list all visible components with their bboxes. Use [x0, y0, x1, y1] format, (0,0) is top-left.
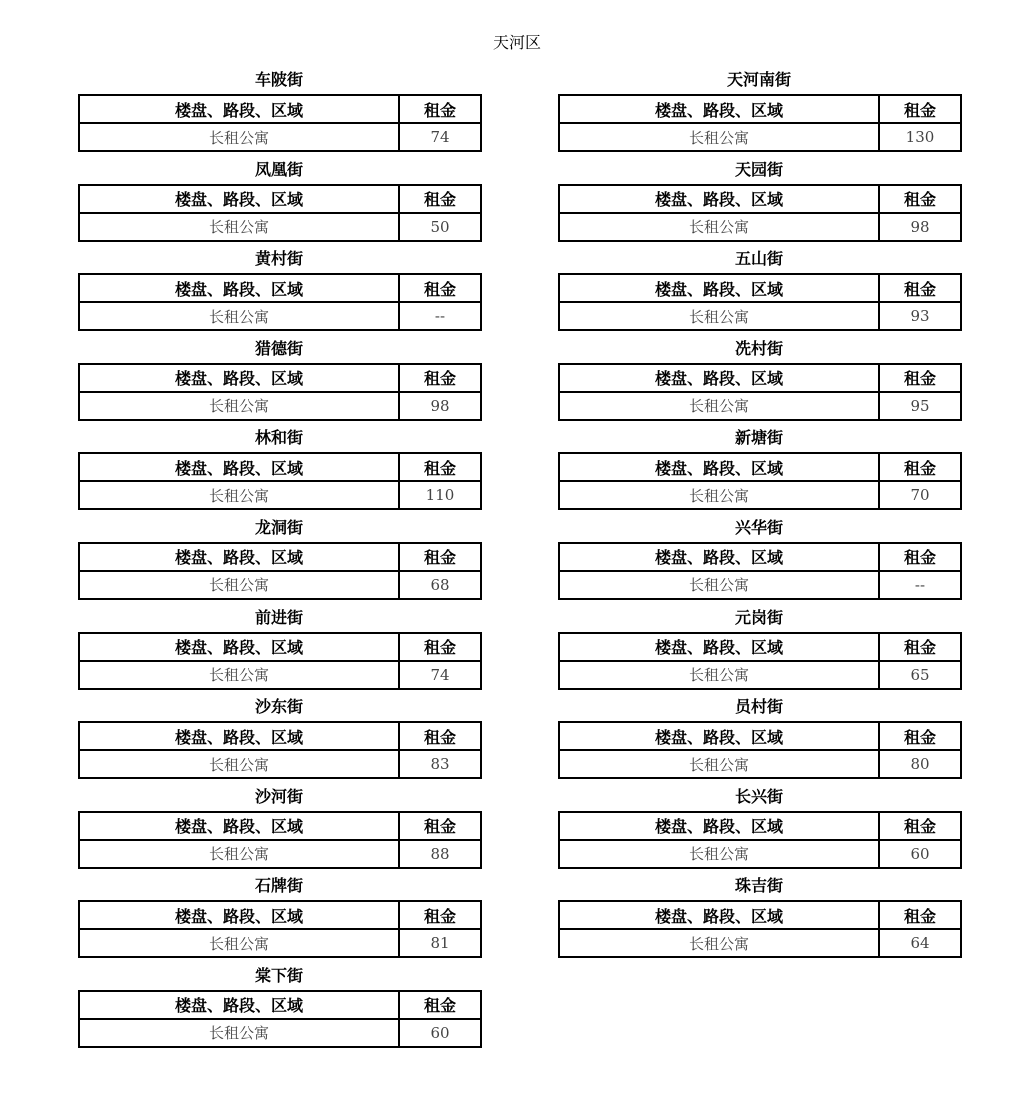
street-block-left-10 [78, 962, 480, 1052]
area-column-header: 楼盘、路段、区域 [559, 633, 879, 661]
area-column-header: 楼盘、路段、区域 [79, 901, 399, 929]
rent-table [78, 184, 482, 242]
table-row [559, 213, 961, 241]
rent-cell: 88 [399, 840, 481, 868]
rent-table [558, 811, 962, 869]
rent-column-header: 租金 [399, 364, 481, 392]
table-row [559, 750, 961, 778]
area-column-header: 楼盘、路段、区域 [559, 95, 879, 123]
street-block-left-3 [78, 335, 480, 425]
table-header-row [79, 453, 481, 481]
street-name: 棠下街 [254, 965, 303, 985]
rent-column-header: 租金 [399, 95, 481, 123]
street-name: 沙东街 [254, 697, 303, 717]
table-row [79, 750, 481, 778]
rent-cell: 74 [399, 661, 481, 689]
area-cell: 长租公寓 [79, 840, 399, 868]
rent-table [78, 273, 482, 331]
street-name: 元岗街 [734, 607, 783, 627]
table-row [79, 571, 481, 599]
area-column-header: 楼盘、路段、区域 [79, 185, 399, 213]
rent-table [78, 452, 482, 510]
rent-column-header: 租金 [399, 901, 481, 929]
table-header-row [79, 991, 481, 1019]
table-header-row [559, 633, 961, 661]
area-cell: 长租公寓 [559, 571, 879, 599]
rent-cell: 80 [879, 750, 961, 778]
street-name: 猎德街 [254, 338, 303, 358]
table-header-row [559, 453, 961, 481]
area-cell: 长租公寓 [79, 302, 399, 330]
area-cell: 长租公寓 [79, 661, 399, 689]
table-row [79, 481, 481, 509]
rent-column-header: 租金 [879, 453, 961, 481]
rent-cell: 130 [879, 123, 961, 151]
area-cell: 长租公寓 [559, 213, 879, 241]
area-column-header: 楼盘、路段、区域 [559, 901, 879, 929]
street-name: 石牌街 [254, 876, 303, 896]
rent-column-header: 租金 [879, 633, 961, 661]
table-row [79, 929, 481, 957]
street-block-right-7 [558, 693, 960, 783]
rent-cell: 70 [879, 481, 961, 509]
rent-table [558, 184, 962, 242]
rent-cell: 110 [399, 481, 481, 509]
area-column-header: 楼盘、路段、区域 [559, 722, 879, 750]
rent-column-header: 租金 [399, 185, 481, 213]
rent-cell: 95 [879, 392, 961, 420]
area-cell: 长租公寓 [79, 123, 399, 151]
area-cell: 长租公寓 [79, 929, 399, 957]
rent-table [78, 811, 482, 869]
street-block-right-3 [558, 335, 960, 425]
rent-column-header: 租金 [399, 991, 481, 1019]
street-name: 兴华街 [734, 517, 783, 537]
rent-table [558, 363, 962, 421]
street-name: 珠吉街 [734, 876, 783, 896]
street-name: 五山街 [734, 249, 783, 269]
rent-table [558, 721, 962, 779]
table-row [559, 481, 961, 509]
rent-table [78, 990, 482, 1048]
rent-column-header: 租金 [399, 722, 481, 750]
rent-cell: 74 [399, 123, 481, 151]
street-block-left-4 [78, 424, 480, 514]
rent-column-header: 租金 [399, 812, 481, 840]
street-name: 车陂街 [254, 70, 303, 89]
rent-column-header: 租金 [399, 274, 481, 302]
rent-column-header: 租金 [399, 453, 481, 481]
area-cell: 长租公寓 [79, 750, 399, 778]
table-row [79, 123, 481, 151]
area-cell: 长租公寓 [79, 571, 399, 599]
rent-table [78, 542, 482, 600]
area-column-header: 楼盘、路段、区域 [79, 543, 399, 571]
area-cell: 长租公寓 [79, 1019, 399, 1047]
table-row [79, 302, 481, 330]
area-cell: 长租公寓 [559, 661, 879, 689]
rent-column-header: 租金 [879, 901, 961, 929]
table-header-row [79, 543, 481, 571]
street-block-left-9 [78, 872, 480, 962]
rent-table [558, 94, 962, 152]
rent-table [558, 452, 962, 510]
table-header-row [79, 364, 481, 392]
table-row [79, 213, 481, 241]
area-cell: 长租公寓 [559, 929, 879, 957]
table-header-row [559, 812, 961, 840]
area-cell: 长租公寓 [559, 481, 879, 509]
street-block-right-8 [558, 783, 960, 873]
table-header-row [79, 274, 481, 302]
rent-column-header: 租金 [879, 543, 961, 571]
table-row [79, 661, 481, 689]
area-column-header: 楼盘、路段、区域 [559, 274, 879, 302]
street-block-left-5 [78, 514, 480, 604]
rent-table [78, 900, 482, 958]
area-column-header: 楼盘、路段、区域 [79, 991, 399, 1019]
page-title: 天河区 [492, 33, 541, 52]
rent-cell: 60 [879, 840, 961, 868]
rent-cell: -- [879, 571, 961, 599]
rent-cell: 50 [399, 213, 481, 241]
rent-column-header: 租金 [399, 543, 481, 571]
area-cell: 长租公寓 [559, 302, 879, 330]
rent-table [78, 721, 482, 779]
rent-column-header: 租金 [879, 722, 961, 750]
table-header-row [79, 722, 481, 750]
table-row [559, 929, 961, 957]
street-name: 天园街 [734, 159, 783, 179]
area-column-header: 楼盘、路段、区域 [79, 453, 399, 481]
table-header-row [79, 95, 481, 123]
table-header-row [559, 185, 961, 213]
street-block-left-1 [78, 156, 480, 246]
table-header-row [559, 722, 961, 750]
street-block-right-9 [558, 872, 960, 962]
table-header-row [79, 185, 481, 213]
rent-cell: 93 [879, 302, 961, 330]
area-cell: 长租公寓 [559, 123, 879, 151]
rent-table [78, 363, 482, 421]
street-block-right-6 [558, 604, 960, 694]
rent-column-header: 租金 [879, 812, 961, 840]
rent-cell: 64 [879, 929, 961, 957]
rent-table [558, 632, 962, 690]
rent-table [558, 273, 962, 331]
street-block-left-8 [78, 783, 480, 873]
street-block-right-4 [558, 424, 960, 514]
area-cell: 长租公寓 [79, 392, 399, 420]
table-row [559, 840, 961, 868]
area-column-header: 楼盘、路段、区域 [79, 722, 399, 750]
rent-table [78, 632, 482, 690]
table-row [559, 302, 961, 330]
rent-column-header: 租金 [879, 364, 961, 392]
rent-cell: 68 [399, 571, 481, 599]
table-header-row [559, 364, 961, 392]
rent-table [558, 542, 962, 600]
area-cell: 长租公寓 [559, 750, 879, 778]
area-cell: 长租公寓 [559, 392, 879, 420]
street-name: 黄村街 [254, 249, 303, 269]
table-row [79, 1019, 481, 1047]
rent-column-header: 租金 [879, 95, 961, 123]
rent-column-header: 租金 [879, 274, 961, 302]
street-name: 前进街 [254, 607, 303, 627]
area-cell: 长租公寓 [79, 213, 399, 241]
table-header-row [559, 543, 961, 571]
street-name: 长兴街 [734, 786, 783, 806]
area-cell: 长租公寓 [559, 840, 879, 868]
rent-cell: 98 [399, 392, 481, 420]
street-block-left-2 [78, 245, 480, 335]
area-column-header: 楼盘、路段、区域 [559, 812, 879, 840]
rent-cell: 65 [879, 661, 961, 689]
area-column-header: 楼盘、路段、区域 [559, 185, 879, 213]
area-column-header: 楼盘、路段、区域 [559, 453, 879, 481]
street-block-left-7 [78, 693, 480, 783]
rent-cell: -- [399, 302, 481, 330]
area-column-header: 楼盘、路段、区域 [79, 95, 399, 123]
table-header-row [79, 633, 481, 661]
rent-cell: 98 [879, 213, 961, 241]
street-block-right-2 [558, 245, 960, 335]
table-header-row [559, 95, 961, 123]
area-column-header: 楼盘、路段、区域 [79, 633, 399, 661]
street-block-right-0 [558, 66, 960, 156]
street-name: 沙河街 [254, 786, 303, 806]
street-name: 天河南街 [726, 70, 791, 89]
rent-cell: 60 [399, 1019, 481, 1047]
table-row [79, 392, 481, 420]
rent-cell: 83 [399, 750, 481, 778]
table-header-row [559, 901, 961, 929]
street-name: 冼村街 [734, 338, 783, 358]
street-name: 凤凰街 [254, 159, 303, 179]
street-block-left-6 [78, 604, 480, 694]
area-column-header: 楼盘、路段、区域 [79, 812, 399, 840]
street-name: 龙洞街 [254, 517, 303, 537]
table-header-row [79, 901, 481, 929]
rent-cell: 81 [399, 929, 481, 957]
street-block-left-0 [78, 66, 480, 156]
area-cell: 长租公寓 [79, 481, 399, 509]
left-column [78, 66, 480, 1052]
area-column-header: 楼盘、路段、区域 [79, 274, 399, 302]
table-row [559, 571, 961, 599]
area-column-header: 楼盘、路段、区域 [79, 364, 399, 392]
rent-column-header: 租金 [399, 633, 481, 661]
table-row [79, 840, 481, 868]
area-column-header: 楼盘、路段、区域 [559, 543, 879, 571]
rent-column-header: 租金 [879, 185, 961, 213]
table-header-row [79, 812, 481, 840]
street-block-right-1 [558, 156, 960, 246]
right-column [558, 66, 960, 962]
street-name: 新塘街 [734, 428, 783, 448]
area-column-header: 楼盘、路段、区域 [559, 364, 879, 392]
table-row [559, 123, 961, 151]
table-row [559, 392, 961, 420]
table-header-row [559, 274, 961, 302]
street-name: 林和街 [254, 428, 303, 448]
street-name: 员村街 [734, 697, 783, 717]
table-row [559, 661, 961, 689]
street-block-right-5 [558, 514, 960, 604]
rent-table [558, 900, 962, 958]
rent-table [78, 94, 482, 152]
